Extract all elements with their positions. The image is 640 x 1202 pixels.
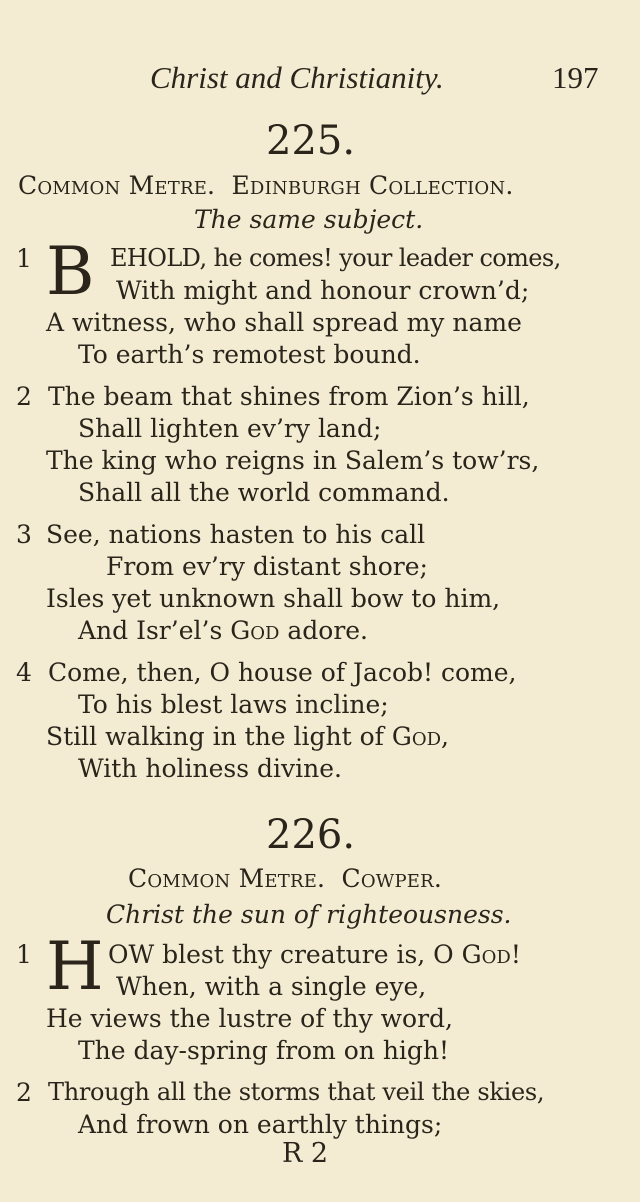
hymn-225-verse-2-number: 2 <box>16 382 32 411</box>
text-run: ! <box>510 940 521 969</box>
hymn-225-verse-3-line-3: Isles yet unknown shall bow to him, <box>46 584 501 613</box>
hymn-226-drop-cap: H <box>46 928 104 1005</box>
hymn-225-verse-1-line-4: To earth’s remotest bound. <box>78 340 421 369</box>
hymn-226-verse-2-line-2: And frown on earthly things; <box>78 1110 443 1139</box>
divine-name: God <box>230 616 280 645</box>
hymn-number-225: 225. <box>266 118 356 164</box>
hymn-225-verse-3-number: 3 <box>16 520 32 549</box>
hymn-226-metre-line <box>128 864 442 893</box>
hymn-226-verse-2-line-1: Through all the storms that veil the skies, <box>48 1078 545 1106</box>
hymn-226-verse-1-line-3: He views the lustre of thy word, <box>46 1004 454 1033</box>
hymn-225-verse-2-line-3: The king who reigns in Salem’s tow’rs, <box>46 446 540 475</box>
hymn-225-verse-3-line-1: See, nations hasten to his call <box>46 520 426 549</box>
hymn-225-verse-4-line-2: To his blest laws incline; <box>78 690 389 719</box>
hymn-225-verse-3-line-2: From ev’ry distant shore; <box>106 552 428 581</box>
divine-name: God <box>461 940 511 969</box>
hymn-225-verse-4-line-4: With holiness divine. <box>78 754 342 783</box>
text-run: OW blest thy creature is, O <box>108 940 462 969</box>
hymn-225-drop-cap: B <box>46 233 95 310</box>
hymn-225-verse-4-number: 4 <box>16 658 32 687</box>
text-run: , <box>441 722 449 751</box>
hymn-225-metre: Common Metre. <box>18 171 216 200</box>
hymn-226-metre: Common Metre. <box>128 864 326 893</box>
text-run: And Isr’el’s <box>78 616 231 645</box>
hymn-225-verse-1-line-1: EHOLD, he comes! your leader comes, <box>110 244 561 272</box>
hymn-225-verse-1-number: 1 <box>16 244 32 273</box>
hymn-225-verse-1-line-2: With might and honour crown’d; <box>116 276 530 305</box>
hymn-226-verse-1-line-1 <box>108 940 521 969</box>
hymn-225-subject: The same subject. <box>194 205 424 234</box>
hymn-226-verse-1-line-2: When, with a single eye, <box>116 972 427 1001</box>
hymn-226-source: Cowper. <box>341 864 443 893</box>
signature-mark: R 2 <box>282 1138 329 1169</box>
hymn-225-verse-2-line-2: Shall lighten ev’ry land; <box>78 414 382 443</box>
hymn-225-verse-4-line-3 <box>46 722 449 751</box>
hymn-226-verse-2-number: 2 <box>16 1078 32 1107</box>
hymn-225-verse-3-line-4 <box>78 616 368 645</box>
running-title: Christ and Christianity. <box>150 60 444 95</box>
hymn-226-verse-1-number: 1 <box>16 940 32 969</box>
divine-name: God <box>391 722 442 751</box>
hymn-226-verse-1-line-4: The day-spring from on high! <box>78 1036 450 1065</box>
hymn-225-metre-line <box>18 171 513 200</box>
text-run: adore. <box>279 616 369 645</box>
hymn-225-source: Edinburgh Collection. <box>231 171 514 200</box>
hymn-number-226: 226. <box>266 812 356 858</box>
hymn-225-verse-1-line-3: A witness, who shall spread my name <box>46 308 522 337</box>
hymn-226-subject: Christ the sun of righteousness. <box>106 900 512 929</box>
text-run: Still walking in the light of <box>46 722 392 751</box>
page-number: 197 <box>552 60 599 95</box>
hymn-225-verse-2-line-4: Shall all the world command. <box>78 478 450 507</box>
hymn-225-verse-2-line-1: The beam that shines from Zion’s hill, <box>48 382 530 411</box>
hymn-225-verse-4-line-1: Come, then, O house of Jacob! come, <box>48 658 517 687</box>
